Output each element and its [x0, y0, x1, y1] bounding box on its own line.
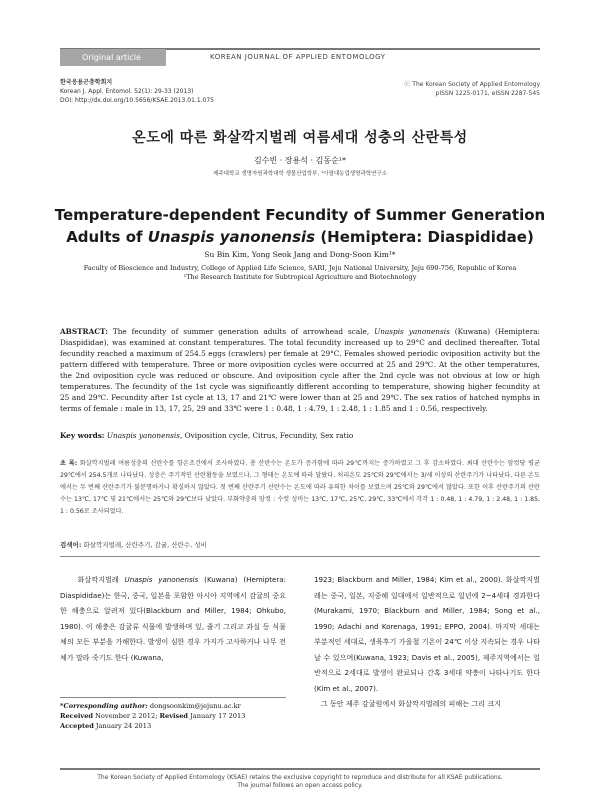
- affiliation-line-1: Faculty of Bioscience and Industry, College of Applied Life Science, SARI, Jeju National University, Jeju 690-756, Republic of Korea: [83, 264, 517, 272]
- revised-date: January 17 2013: [188, 712, 246, 720]
- received-revised-dates: [60, 711, 286, 721]
- doi-link[interactable]: DOI: http://dx.doi.org/10.5656/KSAE.2013.01.1.075: [60, 97, 214, 104]
- body-column-left: [60, 572, 286, 665]
- accepted-date-line: [60, 721, 286, 731]
- keywords-label: Key words:: [60, 431, 105, 440]
- body-right-text: 1923; Blackburn and Miller, 1984; Kim et al., 2000). 화살깍지벌레는 중국, 일본, 지중해 일대에서 일반적으로 일년에 2~4세대 경과한다(Murakami, 1970; Blackburn and Miller, 1984; Song et al., 1990; Adachi and Korenaga, 1991; EPPO, 2004). 마지막 세대는 부분적인 세대로, 생육후기 가을철 기온이 24℃ 이상 지속되는 경우 나타날 수 있으며(Kuwana, 1923; Davis et al., 2005), 제주지역에서는 일반적으로 2세대로 발생이 완료되나 간혹 3세대 약충이 나타나기도 한다(Kim et al., 2007).: [314, 575, 540, 693]
- affiliation-line-2: ¹The Research Institute for Subtropical Agriculture and Biotechnology: [183, 273, 417, 281]
- issn-line: pISSN 1225-0171, eISSN 2287-545: [435, 90, 540, 97]
- body-left-text-b: (Kuwana) (Hemiptera: Diaspididae)는 한국, 중국, 일본을 포함한 아시아 지역에서 감귤의 중요한 해충으로 알려져 있다(Blackburn and Miller, 1984; Ohkubo, 1980). 이 해충은 감귤류 식물에 발생하며 잎, 줄기 그리고 과실 등 식물체의 모든 부분을 가해한다. 발생이 심한 경우 가지가 고사하거나 나무 전체가 말라 죽기도 한다 (Kuwana,: [60, 575, 286, 662]
- korean-abstract: [60, 458, 540, 518]
- english-authors: Su Bin Kim, Yong Seok Jang and Dong-Soon Kim¹*: [204, 250, 396, 259]
- abstract-label: ABSTRACT:: [60, 327, 108, 336]
- copyright-line: ⓒ The Korean Society of Applied Entomology: [404, 81, 540, 88]
- received-label: Received: [60, 712, 94, 720]
- journal-korean-name: 한국응용곤충학회지: [60, 79, 113, 86]
- abstract: [60, 326, 540, 414]
- article-type-label: Original article: [60, 49, 166, 66]
- english-title: [40, 204, 560, 248]
- english-affiliation: [0, 264, 600, 282]
- footer-copyright: The Korean Society of Applied Entomology (KSAE) retains the exclusive copyright to reproduce and distribute for all KSAE publications.: [97, 774, 503, 781]
- korean-title: 온도에 따른 화살깍지벌레 여름세대 성충의 산란특성: [132, 130, 468, 146]
- english-title-species: Unaspis yanonensis: [147, 228, 316, 246]
- journal-header-bar: [60, 48, 540, 68]
- corresponding-label: *Corresponding author:: [60, 702, 148, 710]
- journal-citation: Korean J. Appl. Entomol. 52(1): 29-33 (2013): [60, 88, 194, 95]
- korean-keywords-label: 검색어:: [60, 541, 82, 549]
- korean-abstract-text: 화살깍지벌레 여름성충의 산란수를 항온조건에서 조사하였다. 총 산란수는 온도가 증가함에 따라 29℃까지는 증가하였고 그 후 감소하였다. 최대 산란수는 암컷당 평균 29℃에서 254.5개로 나타났다. 성충은 주기적인 산란활동을 보였으나, 그 형태는 온도에 따라 달랐다. 처리온도 25℃와 29℃에서는 3/세 이상의 산란주기가 나타났다. 다른 온도에서는 두 번째 산란주기가 불분명하거나 확실하지 않았다. 첫 번째 산란주기 산란수는 온도에 따라 유의한 차이를 보였으며 25℃와 29℃에서 많았다. 또한 이후 산란주기의 산란수는 13℃, 17℃ 및 21℃에서는 25℃와 29℃보다 낮았다. 부화약충의 암컷 : 수컷 성비는 13℃, 17℃, 25℃, 29℃, 33℃에서 각각 1 : 0.48, 1 : 4.79, 1 : 2.48, 1 : 1.85, 1 : 0.56로 조사되었다.: [60, 460, 541, 515]
- korean-keywords-text: 화살깍지벌레, 산란주기, 감귤, 산란수, 성비: [81, 541, 207, 549]
- citation-block: [60, 78, 214, 105]
- received-date: November 2 2012;: [93, 712, 160, 720]
- korean-authors: 김수빈 · 장용석 · 김동순¹*: [253, 156, 347, 165]
- abstract-species: Unaspis yanonensis: [374, 327, 450, 336]
- footer-open-access: The journal follows an open access policy.: [237, 782, 363, 789]
- body-left-text-a: 화살깍지벌레: [77, 575, 125, 584]
- body-column-right: [314, 572, 540, 712]
- abstract-text-b: (Kuwana) (Hemiptera: Diaspididae), was examined at constant temperatures. The total fecundity increased up to 29°C and declined thereafter. Total fecundity reached a maximum of 254.5 eggs (crawlers) per female at 29°C. Females showed periodic oviposition activity but the pattern differed with temperature. Three or more oviposition cycles were occurred at 25 and 29℃. At the other temperatures, the 2nd oviposition cycle was reduced or obscure. And oviposition cycle after the 2nd cycle was not obvious at low or high temperatures. The fecundity of the 1st cycle was significantly different according to temperature, showing higher fecundity at 25 and 29℃. Fecundity after 1st cycle at 13, 17 and 21℃ were lower than at 25 and 29℃. The sex ratios of hatched nymphs in terms of female : male in 13, 17, 25, 29 and 33℃ were 1 : 0.48, 1 : 4.79, 1 : 2.48, 1 : 1.85 and 1 : 0.56, respectively.: [60, 327, 541, 413]
- body-left-species: Unaspis yanonensis: [124, 575, 199, 584]
- korean-keywords: [60, 540, 207, 549]
- corresponding-author: [60, 701, 286, 711]
- body-right-last-line: 그 동안 제주 감귤원에서 화살깍지벌레의 피해는 그리 크지: [320, 699, 502, 708]
- accepted-date: January 24 2013: [93, 722, 152, 730]
- abstract-text-a: The fecundity of summer generation adults of arrowhead scale,: [107, 327, 375, 336]
- korean-affiliation: 제주대학교 생명자원과학대학 생물산업학부, ¹아열대농업생명과학연구소: [213, 171, 387, 177]
- keywords: [60, 431, 540, 440]
- section-divider: [60, 556, 540, 557]
- korean-abstract-label: 초 록:: [60, 460, 78, 467]
- accepted-label: Accepted: [60, 722, 94, 730]
- journal-name: KOREAN JOURNAL OF APPLIED ENTOMOLOGY: [210, 53, 386, 61]
- keywords-species: Unaspis yanonensis: [106, 431, 180, 440]
- keywords-text: , Oviposition cycle, Citrus, Fecundity, Sex ratio: [179, 431, 354, 440]
- page-footer: [60, 768, 540, 790]
- copyright-block: [404, 80, 540, 98]
- english-title-part2: (Hemiptera: Diaspididae): [315, 228, 534, 246]
- footnote: [60, 697, 286, 731]
- revised-label: Revised: [159, 712, 189, 720]
- corresponding-email[interactable]: dongsoonkim@jejunu.ac.kr: [147, 702, 241, 710]
- english-title-part1: Temperature-dependent Fecundity of Summer Generation Adults of: [54, 206, 546, 246]
